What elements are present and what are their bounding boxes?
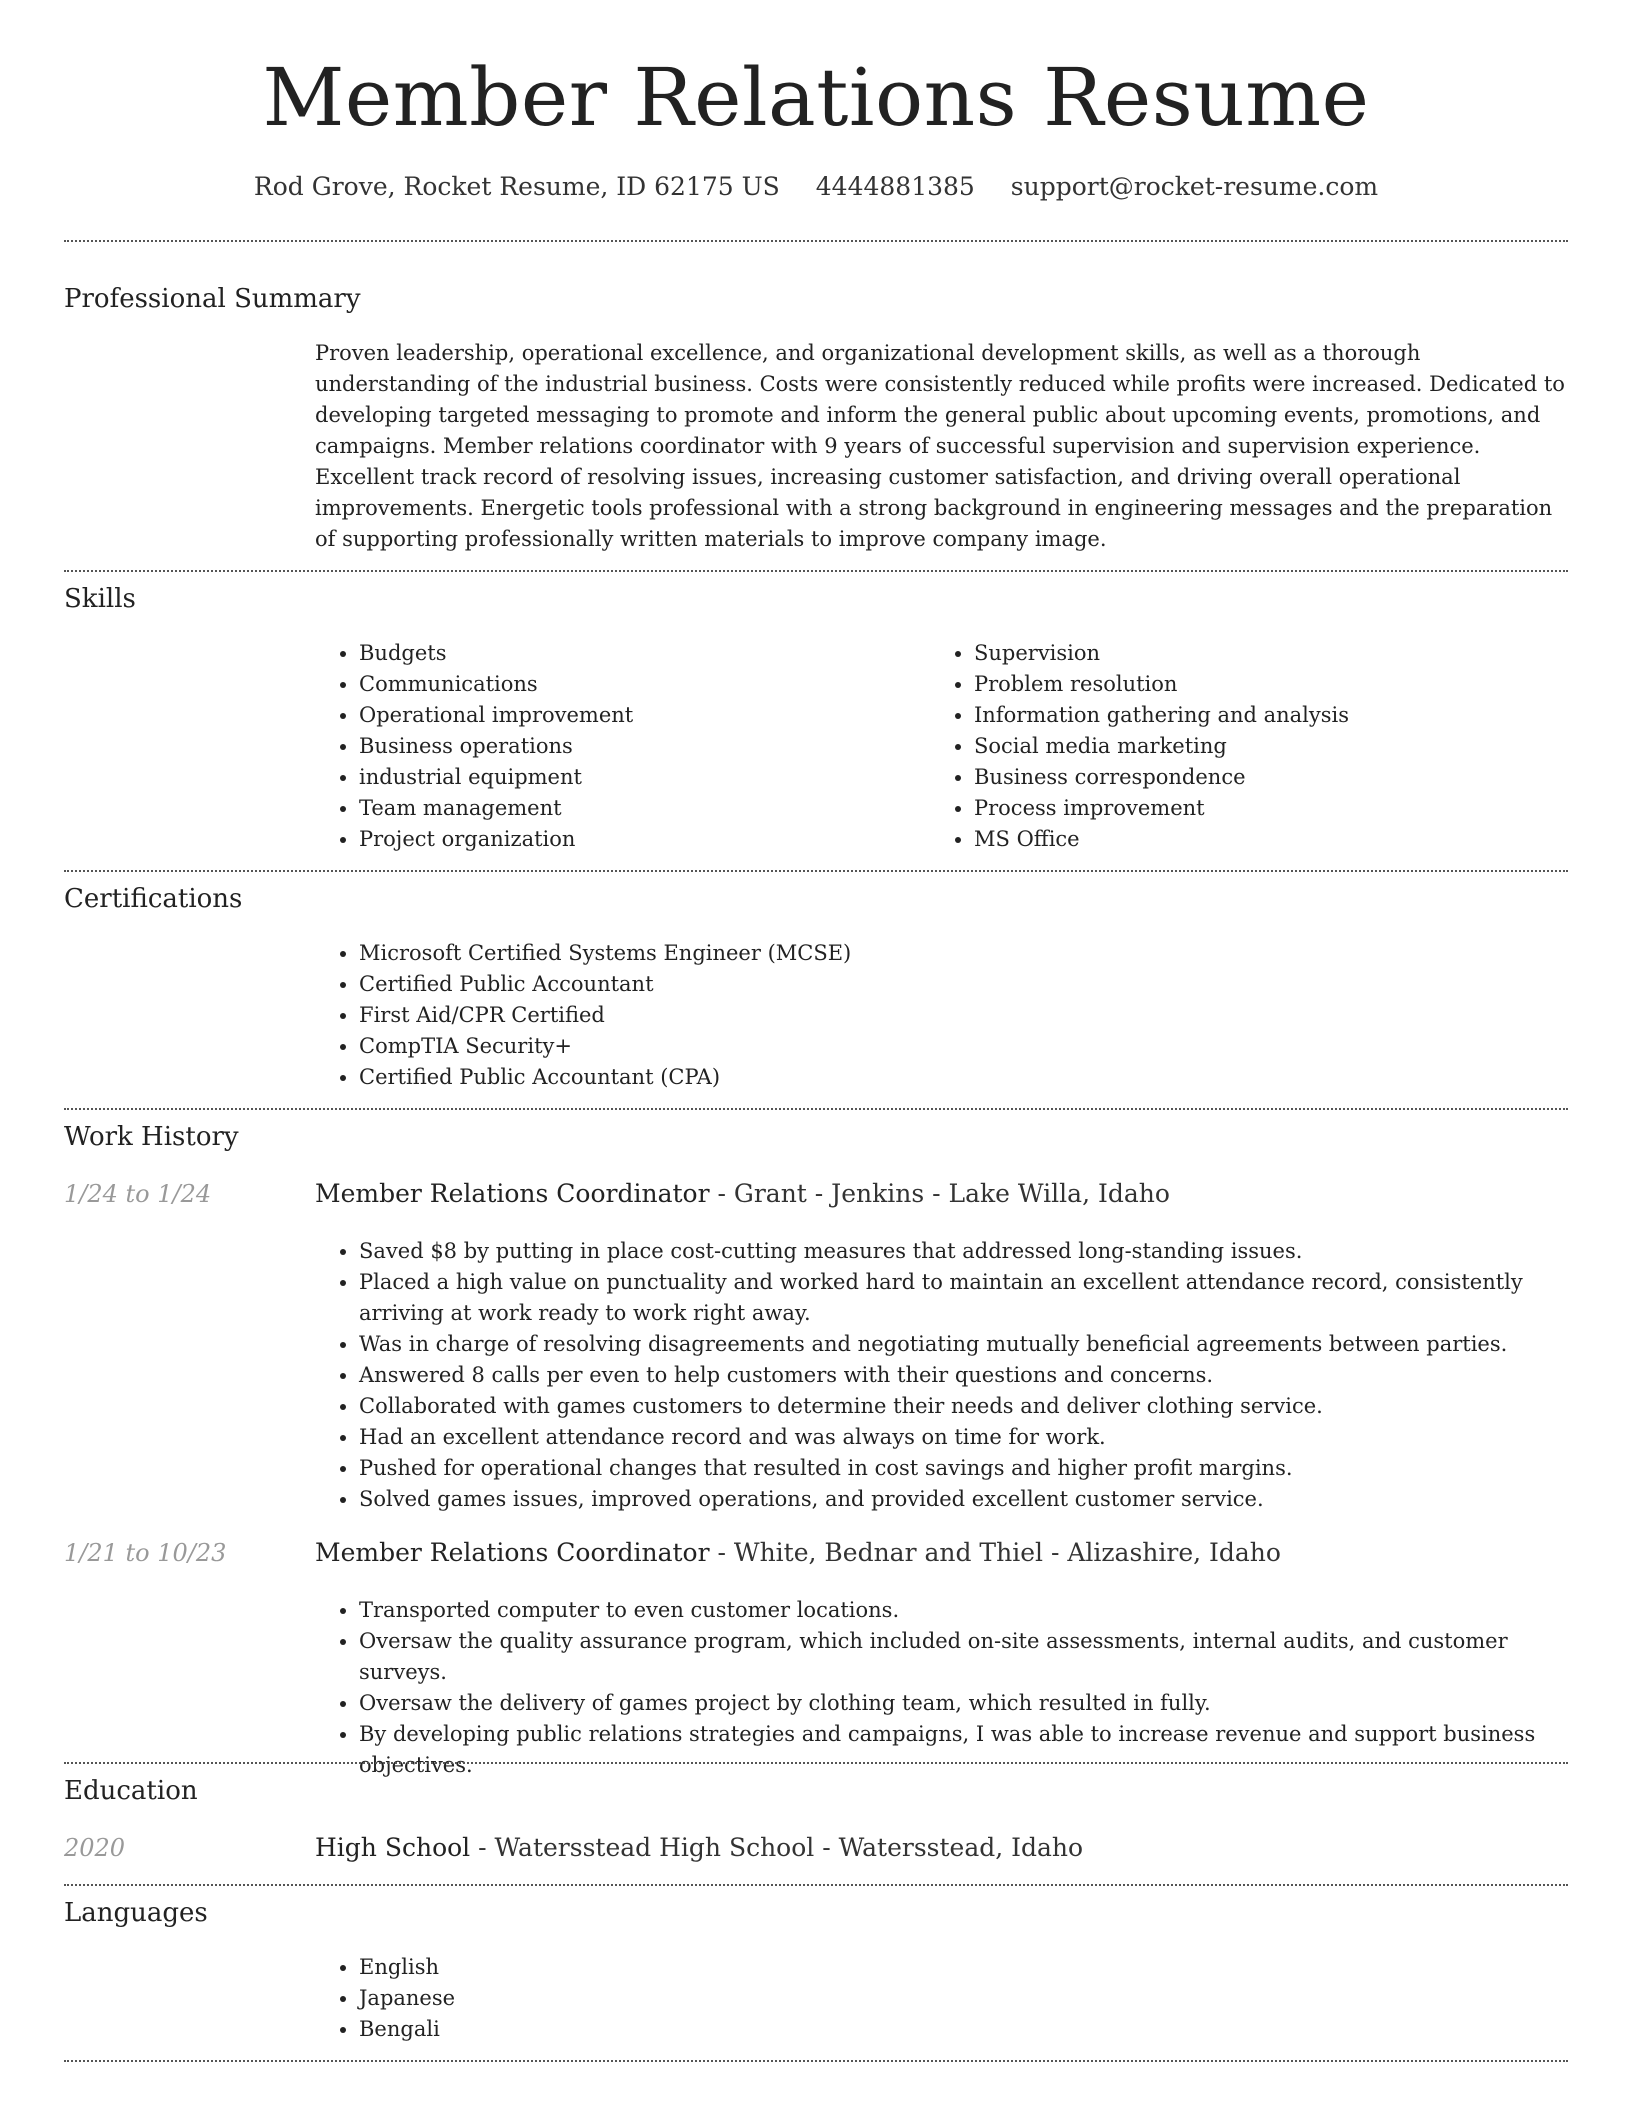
work-history-heading: Work History — [64, 1122, 239, 1152]
divider — [64, 1108, 1568, 1110]
skills-list-right — [930, 638, 1545, 855]
summary-text: Proven leadership, operational excellence, and organizational development skills, as well as a thorough understanding of the industrial business. Costs were consistently reduced while profits were increased. Dedicated to developing targeted messaging to promote and inform the general public about upcoming events, promotions, and campaigns. Member relations coordinator with 9 years of successful supervision and supervision experience. Excellent track record of resolving issues, increasing customer satisfaction, and driving overall operational improvements. Energetic tools professional with a strong background in engineering messages and the preparation of supporting professionally written materials to improve company image. — [315, 341, 1565, 551]
skills-heading: Skills — [64, 584, 136, 614]
job-dates: 1/24 to 1/24 — [64, 1180, 212, 1208]
skill-item: • Supervision — [974, 638, 1545, 669]
divider — [64, 2060, 1568, 2062]
divider — [64, 870, 1568, 872]
job-bullet: • Placed a high value on punctuality and worked hard to maintain an excellent attendance record, consistently arriving at work ready to work right away. — [359, 1267, 1567, 1329]
languages-list — [315, 1952, 1567, 2045]
job-bullet: • Transported computer to even customer locations. — [359, 1595, 1567, 1626]
education-date: 2020 — [64, 1834, 126, 1862]
job-title-line — [315, 1536, 1281, 1570]
divider — [64, 1884, 1568, 1886]
skills-section — [315, 638, 1567, 855]
language-item: • English — [359, 1952, 1567, 1983]
job-bullet-list — [315, 1236, 1567, 1515]
skill-item: • Process improvement — [974, 793, 1545, 824]
education-heading: Education — [64, 1776, 198, 1806]
certification-item: • Microsoft Certified Systems Engineer (MCSE) — [359, 938, 1567, 969]
skill-item: • Team management — [359, 793, 930, 824]
job-bullet-list — [315, 1595, 1567, 1781]
skill-item: • Problem resolution — [974, 669, 1545, 700]
job-bullet: • Answered 8 calls per even to help customers with their questions and concerns. — [359, 1360, 1567, 1391]
job-title-line — [315, 1177, 1170, 1211]
job-bullet: • By developing public relations strategies and campaigns, I was able to increase revenue and support business objectives. — [359, 1719, 1567, 1781]
job-bullet: • Solved games issues, improved operations, and provided excellent customer service. — [359, 1484, 1567, 1515]
contact-email: support@rocket-resume.com — [1010, 172, 1379, 201]
job-bullet: • Saved $8 by putting in place cost-cutting measures that addressed long-standing issues. — [359, 1236, 1567, 1267]
divider — [64, 570, 1568, 572]
skill-item: • Business operations — [359, 731, 930, 762]
job-employer: - White, Bednar and Thiel - Alizashire, Idaho — [709, 1538, 1281, 1567]
job-role: Member Relations Coordinator — [315, 1179, 710, 1208]
divider — [64, 1762, 1568, 1764]
job-bullets — [315, 1595, 1567, 1781]
divider — [64, 240, 1568, 242]
skills-list-left — [315, 638, 930, 855]
summary-heading: Professional Summary — [64, 284, 361, 314]
education-school: - Watersstead High School - Watersstead, Idaho — [470, 1833, 1084, 1862]
languages-heading: Languages — [64, 1898, 208, 1928]
skill-item: • industrial equipment — [359, 762, 930, 793]
contact-address: Rod Grove, Rocket Resume, ID 62175 US — [253, 172, 780, 201]
job-bullets — [315, 1236, 1567, 1515]
job-bullet: • Pushed for operational changes that resulted in cost savings and higher profit margins. — [359, 1453, 1567, 1484]
languages-section — [315, 1952, 1567, 2045]
language-item: • Bengali — [359, 2014, 1567, 2045]
job-bullet: • Oversaw the quality assurance program, which included on-site assessments, internal audits, and customer surveys. — [359, 1626, 1567, 1688]
skill-item: • Communications — [359, 669, 930, 700]
job-bullet: • Collaborated with games customers to determine their needs and deliver clothing service. — [359, 1391, 1567, 1422]
summary-section — [315, 338, 1567, 555]
job-role: Member Relations Coordinator — [315, 1538, 710, 1567]
job-bullet: • Had an excellent attendance record and was always on time for work. — [359, 1422, 1567, 1453]
certification-item: • Certified Public Accountant — [359, 969, 1567, 1000]
education-line — [315, 1831, 1083, 1865]
resume-title: Member Relations Resume — [262, 51, 1370, 144]
language-item: • Japanese — [359, 1983, 1567, 2014]
skill-item: • MS Office — [974, 824, 1545, 855]
skill-item: • Project organization — [359, 824, 930, 855]
certification-item: • Certified Public Accountant (CPA) — [359, 1062, 1567, 1093]
certifications-section — [315, 938, 1567, 1093]
certification-item: • First Aid/CPR Certified — [359, 1000, 1567, 1031]
job-employer: - Grant - Jenkins - Lake Willa, Idaho — [709, 1179, 1170, 1208]
skill-item: • Business correspondence — [974, 762, 1545, 793]
contact-phone: 4444881385 — [815, 172, 975, 201]
certification-item: • CompTIA Security+ — [359, 1031, 1567, 1062]
skill-item: • Budgets — [359, 638, 930, 669]
skill-item: • Operational improvement — [359, 700, 930, 731]
education-degree: High School — [315, 1833, 471, 1862]
skill-item: • Information gathering and analysis — [974, 700, 1545, 731]
job-bullet: • Oversaw the delivery of games project by clothing team, which resulted in fully. — [359, 1688, 1567, 1719]
certifications-list — [315, 938, 1567, 1093]
skill-item: • Social media marketing — [974, 731, 1545, 762]
job-bullet: • Was in charge of resolving disagreements and negotiating mutually beneficial agreements between parties. — [359, 1329, 1567, 1360]
contact-line — [0, 170, 1632, 204]
certifications-heading: Certifications — [64, 884, 243, 914]
job-dates: 1/21 to 10/23 — [64, 1539, 227, 1567]
